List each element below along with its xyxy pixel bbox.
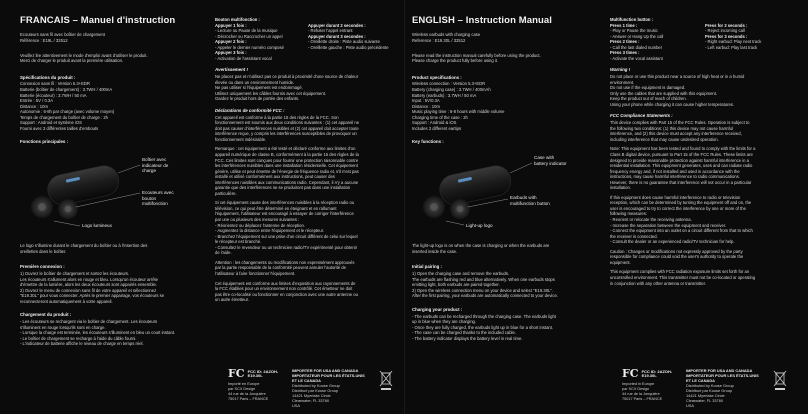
- en-title: ENGLISH – Instruction Manual: [412, 15, 553, 26]
- fcc-line: de l'aide.: [215, 250, 232, 256]
- fcc-line: génère, utilise et peut émettre de l'énergie de fréquence radio et, s'il n'est pas: [215, 168, 359, 174]
- spec-item: Batterie (boîtier de chargement) : 3.7WH / 400mA: [20, 86, 113, 92]
- en-column-right: [610, 17, 794, 290]
- fcc-line: un autre émetteur.: [215, 297, 249, 303]
- charge-line: up in blue when they are charging.: [412, 319, 477, 325]
- fcc-line: the receiver is connected.: [610, 233, 658, 239]
- fcc-line: Note: This equipment has been tested and found to comply with the limits for a: [610, 146, 756, 152]
- first-line: 1) Open the charging case and remove the earbuds.: [412, 271, 510, 277]
- callout-line: bouton multifonction: [142, 195, 168, 207]
- importer-line: IMPORTER FOR USA AND CANADA: [686, 368, 753, 373]
- multi-item: - Appeler le dernier numéro composé: [215, 44, 284, 50]
- importer-line: IMPORTATEUR POUR LES ÉTATS-UNIS: [686, 373, 759, 378]
- warn-line: Only use the cables that are supplied with this equipment.: [610, 90, 718, 96]
- first-line: d'émettre de la lumière, alors les deux écouteurs sont appairés ensemble.: [20, 282, 157, 288]
- fr-specs-title: Spécifications du produit :: [20, 74, 76, 80]
- en-warn-title: Warning !: [610, 67, 631, 73]
- fcc-logo: [228, 368, 286, 379]
- fr-multi-right: [308, 17, 395, 61]
- fcc-line: designed to provide reasonable protection against harmful interference in a: [610, 157, 749, 163]
- fr-fcc-p3: [215, 200, 395, 255]
- charge-line: - Once they are fully charged, the earbuds light up in blue for a short instant.: [412, 324, 554, 330]
- importer-line: Distribué par Koose Group: [686, 388, 733, 393]
- fcc-line: in conjunction with any other antenna or transmitter.: [610, 280, 706, 286]
- spec-item: Music playing time : 6-8 hours with middle volume: [412, 109, 505, 115]
- importer-line: 14421 Myerlake Circle: [686, 393, 725, 398]
- en-specs-title: Product specifications :: [412, 74, 462, 80]
- multi-item: Press for 3 seconds :: [705, 33, 748, 39]
- warn-line: Do not place or use this product near a source of high heat or in a humid: [610, 74, 745, 80]
- importer-line: 14421 Myerlake Circle: [292, 393, 331, 398]
- spec-item: Connexion sans fil : Version 5.3+EDR: [20, 81, 90, 87]
- fr-charge-title: Chargement du produit :: [20, 312, 72, 318]
- importer-line: 44 rue de la Jonquière: [228, 392, 266, 396]
- en-intro: [412, 32, 597, 43]
- callout-line: Case with: [534, 155, 555, 161]
- fcc-line: interference, and (2) this device must accept any interference received,: [610, 131, 742, 137]
- fr-intro2: [20, 53, 195, 64]
- multi-item: - Left earbud: Play last track: [705, 44, 758, 50]
- fr-column-right: [215, 17, 395, 307]
- fr-footer: [228, 368, 393, 408]
- fcc-logo: [622, 368, 680, 379]
- importer-line: ET LE CANADA: [292, 378, 321, 383]
- multi-item: - Décrocher ou Raccrocher un appel: [215, 33, 283, 39]
- page-divider: [404, 0, 405, 414]
- warn-line: élevée ou dans un environnement humide.: [215, 79, 295, 85]
- spec-item: Batterie (écouteur) : 3.7WH / 50 mA: [20, 92, 87, 98]
- warn-line: Ne placez pas et n'utilisez pas ce produit à proximité d'une source de chaleur: [215, 74, 359, 80]
- fcc-line: - Augmentez la distance entre l'équipement et le récepteur.: [215, 228, 325, 234]
- importer-line: 75017 Paris – FRANCE: [228, 397, 269, 401]
- spec-item: Battery (earbuds) : 3.7WH / 50 mA: [412, 92, 477, 98]
- callout-line: Earbuds with: [510, 195, 537, 201]
- case-body: [437, 163, 514, 207]
- multi-item: - Activate the vocal assistant: [610, 55, 663, 61]
- weee-bin-icon: [773, 368, 787, 392]
- fr-intro: [20, 32, 195, 43]
- callout-line: battery indicator: [534, 160, 567, 166]
- warn-line: Utilisez uniquement les câbles fournis avec cet équipement.: [215, 90, 327, 96]
- multi-item: Press for 2 seconds :: [705, 22, 748, 28]
- warn-line: Do not use if the equipment is damaged.: [610, 85, 686, 91]
- multi-item: Press 2 times :: [610, 39, 640, 45]
- fcc-id: FCC ID: 2AZOH-E19.30L: [247, 368, 279, 378]
- fcc-line: FCC. Ces limites sont conçues pour fournir une protection raisonnable contre: [215, 157, 359, 163]
- fcc-line: This device complies with Part 15 of the FCC Rules. Operation is subject to: [610, 120, 750, 126]
- multi-item: Appuyer 1 fois :: [215, 22, 247, 28]
- fr-recycle-icons: [379, 368, 393, 392]
- fcc-line: garantie que des interférences ne se produiront pas dans une installation: [215, 185, 351, 191]
- note-line: oreillettes dans le boîtier.: [20, 248, 67, 254]
- fcc-line: responsible for compliance could void the user's authority to operate the: [610, 254, 744, 260]
- fr-multifunction: [215, 17, 395, 61]
- en-warn-list: [610, 74, 794, 107]
- en-importer-us: [686, 368, 759, 408]
- fcc-line: Remarque : cet équipement a été testé et déclaré conforme aux limites d'un: [215, 146, 356, 152]
- fcc-line: Attention : les changements ou modifications non expressément approuvés: [215, 259, 355, 265]
- en-fcc-p1: [610, 120, 794, 142]
- spec-item: Fourni avec 3 différentes tailles d'embouts: [20, 125, 99, 131]
- fcc-line: le récepteur est branché.: [215, 239, 262, 245]
- fr-logo-note: [20, 243, 195, 254]
- spec-item: Charging time of the case : 2h: [412, 114, 468, 120]
- fr-intro2-line: Merci de charger le produit avant la première utilisation.: [20, 58, 124, 64]
- fr-callout-case: [142, 157, 168, 174]
- spec-item: Input : 5V/0.3A: [412, 98, 440, 104]
- importer-line: IMPORTER FOR USA AND CANADA: [292, 368, 359, 373]
- en-multi-right: [705, 17, 794, 61]
- weee-bin-icon: [379, 368, 393, 392]
- callout-line: charge: [142, 168, 157, 174]
- charge-line: - The earbuds can be recharged through the charging case. The earbuds light: [412, 313, 556, 319]
- warn-line: Ne pas utiliser si l'équipement est endommagé.: [215, 85, 303, 91]
- fr-fcc-p1: [215, 115, 395, 143]
- importer-line: par SCX Design: [622, 387, 650, 391]
- en-fcc-block: [622, 368, 680, 402]
- en-intro-line: Wireless earbuds with charging case: [412, 32, 481, 38]
- en-func-title: Key functions :: [412, 139, 444, 145]
- fr-importer-eu: [228, 382, 286, 402]
- fr-specs-list: [20, 81, 195, 131]
- first-line: emitting light, both earbuds are paired together.: [412, 282, 500, 288]
- fcc-line: Class B digital device, pursuant to Part 15 of the FCC Rules. These limits are: [610, 152, 753, 158]
- warn-line: environment.: [610, 79, 635, 85]
- fcc-line: Cet équipement est conforme aux limites d'exposition aux rayonnements de: [215, 280, 356, 286]
- en-footer: [622, 368, 787, 408]
- fr-intro-line: Référence : E19L / 32512: [20, 37, 68, 43]
- fr-multi-title: Bouton multifonction :: [215, 17, 260, 22]
- fcc-line: télévision, ce qui peut être déterminé en éteignant et en rallumant: [215, 205, 337, 211]
- multi-item: Press 1 time :: [610, 22, 638, 28]
- spec-item: Support : Android & iOS: [412, 120, 457, 126]
- en-multifunction: [610, 17, 794, 61]
- fr-charge-list: [20, 319, 195, 347]
- fcc-line: - Connect the equipment into an outlet on a circuit different from that to which: [610, 228, 753, 234]
- callout-line: indicateur de: [142, 162, 169, 168]
- en-callout-logo: Light-up logo: [466, 223, 493, 229]
- fcc-line: However, there is no guarantee that interference will not occur in a particular: [610, 179, 752, 185]
- fcc-logo-mark: FC: [622, 367, 639, 380]
- en-charge-list: [412, 314, 597, 342]
- fcc-line: instructions, may cause harmful interference to radio communications.: [610, 174, 740, 180]
- importer-line: 75017 Paris – FRANCE: [622, 397, 663, 401]
- charge-line: - The case can be charged thanks to the included cable.: [412, 330, 516, 336]
- en-charge-title: Charging your product :: [412, 306, 463, 312]
- warn-line: Gardez le produit hors de portée des enfants.: [215, 96, 300, 102]
- spec-item: Support : Android et système iOS: [20, 120, 82, 126]
- spec-item: Includes 3 different eartips: [412, 125, 462, 131]
- en-specs-list: [412, 81, 597, 131]
- fr-first-list: [20, 271, 195, 304]
- multi-item: - Play or Pause the music: [610, 28, 658, 34]
- charge-line: - Lorsque la charge est terminée, les écouteurs s'illuminent en bleu un court instant.: [20, 330, 176, 336]
- first-line: 1) Ouvrez le boîtier de chargement et sortez les écouteurs.: [20, 271, 130, 277]
- en-intro2-line: Please charge the product fully before using it.: [412, 58, 499, 64]
- fr-warn-title: Avertissement !: [215, 67, 248, 73]
- fcc-line: user is encouraged to try to correct the interference by one or more of the: [610, 205, 746, 211]
- fr-multi-left: [215, 17, 302, 61]
- multi-item: Appuyer durant 3 secondes :: [308, 33, 366, 39]
- fr-importer-us: [292, 368, 365, 408]
- fcc-line: This equipment complies with FCC radiation exposure limits set forth for an: [610, 269, 750, 275]
- importer-line: par SCX Design: [228, 387, 256, 391]
- importer-line: ET LE CANADA: [686, 378, 715, 383]
- fcc-line: par une ou plusieurs des mesures suivantes :: [215, 217, 300, 223]
- fcc-line: interférences nuisibles aux communications radio. Cependant, il n'y a aucune: [215, 179, 359, 185]
- first-line: The earbuds are flashing red and blue alternatively. When one earbuds stops: [412, 276, 555, 282]
- en-first-title: Initial pairing :: [412, 264, 443, 270]
- fr-title: FRANCAIS – Manuel d'instruction: [20, 15, 176, 26]
- fr-column-left: [20, 0, 195, 347]
- fcc-line: interférence reçue, y compris les interférences susceptibles de provoquer un: [215, 131, 357, 137]
- fcc-line: - Increase the separation between the equipment and receiver.: [610, 222, 727, 228]
- importer-line: Clearwater, FL 33760: [292, 398, 330, 403]
- callout-line: Boîtier avec: [142, 157, 167, 163]
- charge-line: s'illuminent en rouge lorsqu'ils sont en charge.: [20, 324, 106, 330]
- multi-item: Appuyer 3 fois :: [215, 50, 247, 56]
- warn-line: Keep the product out of reach of children.: [610, 96, 687, 102]
- first-line: 2) Open the wireless connection menu on your device and select "E19.30L".: [412, 287, 554, 293]
- spec-item: Battery (charging case) : 3.7WH / 400mAh: [412, 86, 491, 92]
- fr-fcc-p2: [215, 146, 395, 196]
- fcc-line: installation.: [610, 185, 631, 191]
- fr-func-title: Fonctions principales :: [20, 139, 69, 145]
- fcc-line: pas être co-localisé ou fonctionner en conjonction avec une autre antenne ou: [215, 291, 358, 297]
- fr-intro-line: Ecouteurs sans fil avec boîtier de chargement: [20, 32, 105, 38]
- en-column-left: [412, 0, 597, 341]
- en-intro2: [412, 53, 597, 64]
- en-fcc-p2: [610, 146, 794, 190]
- first-line: After the first pairing, your earbuds are automatically connected to your device.: [412, 293, 558, 299]
- fcc-line: including interference that may cause undesired operation.: [610, 136, 719, 142]
- en-logo-note: [412, 243, 597, 254]
- note-line: inserted inside the case.: [412, 248, 458, 254]
- en-intro2-line: Please read the instruction manual carefully before using the product.: [412, 52, 541, 58]
- importer-line: 44 rue de la Jonquière: [622, 392, 660, 396]
- importer-line: Clearwater, FL 33760: [686, 398, 724, 403]
- fr-product-figure: [20, 149, 175, 231]
- fcc-line: residential installation. This equipment generates, uses and can radiate radio: [610, 163, 753, 169]
- multi-item: - Refuser l'appel entrant: [308, 28, 353, 34]
- multi-item: - Right earbud: Play next track: [705, 39, 762, 45]
- fcc-line: particulière.: [215, 190, 237, 196]
- fr-first-title: Première connexion :: [20, 264, 65, 270]
- multi-item: - Oreillette gauche : Piste audio précédente: [308, 44, 389, 50]
- fcc-line: reception, which can be determined by turning the equipment off and on, the: [610, 200, 752, 206]
- en-multi-title: Multifunction button :: [610, 17, 654, 22]
- en-fcc-p3: [610, 195, 794, 245]
- charge-line: - Le boîtier de chargement se recharge à l'aide du câble fourni.: [20, 335, 137, 341]
- first-line: Les écouteurs s'allument alors en rouge et bleu. Lorsqu'un écouteur arrête: [20, 276, 159, 282]
- fcc-id: FCC ID: 2AZOH-E19.30L: [641, 368, 673, 378]
- fr-fcc-p5: [215, 281, 395, 303]
- note-line: Le logo s'illumine durant le chargement du boîtier ou à l'insertion des: [20, 243, 148, 249]
- en-fcc-p4: [610, 249, 794, 266]
- warn-line: Using your phone while charging it can cause higher temperatures.: [610, 101, 735, 107]
- multi-item: - Reject incoming call: [705, 28, 745, 34]
- spec-item: Autonomie : 6-8h par charge (avec volume moyen): [20, 109, 115, 115]
- importer-line: Distributed by Koose Group: [686, 383, 734, 388]
- fr-callout-buds: [142, 190, 175, 207]
- fcc-line: fonctionnement indésirable.: [215, 136, 267, 142]
- fcc-logo-mark: FC: [228, 367, 245, 380]
- fr-warn-list: [215, 74, 395, 102]
- importer-line: Distributed by Koose Group: [292, 383, 340, 388]
- fcc-line: l'utilisateur à faire fonctionner l'équipement.: [215, 270, 296, 276]
- first-line: "E19.30L" pour vous connecter. Après le premier appairage, vos écouteurs se: [20, 293, 165, 299]
- multi-item: - Oreillette droite : Piste audio suivante: [308, 39, 380, 45]
- multi-item: - Answer or Hang Up the call: [610, 33, 664, 39]
- fcc-line: Caution : Changes or modifications not expressly approved by the party: [610, 248, 743, 254]
- fcc-line: par la partie responsable de la conformité peuvent annuler l'autorité de: [215, 265, 346, 271]
- fcc-line: les interférences nuisibles dans une installation résidentielle. Cet équipement: [215, 163, 358, 169]
- charge-line: - L'indicateur de batterie affiche le niveau de charge en temps réel.: [20, 341, 144, 347]
- fr-fcc-block: [228, 368, 286, 402]
- en-callout-buds: [510, 195, 550, 206]
- charge-line: - Les écouteurs se rechargent via le boîtier de chargement. Les écouteurs: [20, 319, 158, 325]
- fcc-line: - Branchez l'équipement sur une prise d'un circuit différent de celui sur lequel: [215, 233, 358, 239]
- fcc-line: - Consult the dealer or an experienced radio/TV technician for help.: [610, 239, 735, 245]
- fcc-line: appareil numérique de classe B, conformément à la partie 15 des règles de la: [215, 152, 359, 158]
- fcc-line: doit pas causer d'interférences nuisibles et (2) cet appareil doit accepter toute: [215, 125, 359, 131]
- fcc-line: - Consultez le revendeur ou un technicien radio/TV expérimenté pour obtenir: [215, 244, 357, 250]
- multi-item: - Lecture ou Pause de la musique: [215, 28, 278, 34]
- importer-line: Importé en Europe: [228, 382, 260, 386]
- en-product-figure: [412, 149, 567, 231]
- en-fcc-title: FCC Compliance Statements :: [610, 113, 673, 119]
- en-first-list: [412, 271, 597, 299]
- en-fcc-p5: [610, 269, 794, 286]
- spec-item: Wireless connection : Version 5.3+EDR: [412, 81, 486, 87]
- spec-item: Temps de chargement du boîtier de charge : 2h: [20, 114, 108, 120]
- fcc-line: equipment.: [610, 259, 631, 265]
- spec-item: Distance : 10m: [20, 103, 48, 109]
- en-multi-left: [610, 17, 699, 61]
- fcc-line: the following two conditions: (1) this device may not cause harmful: [610, 125, 733, 131]
- multi-item: Appuyer durant 2 secondes :: [308, 22, 366, 28]
- callout-line: Ecouteurs avec: [142, 190, 174, 196]
- fcc-line: uncontrolled environment. This transmitter must not be co-located or operating: [610, 274, 756, 280]
- callout-line: multifunction button: [510, 200, 550, 206]
- case-body: [45, 163, 122, 207]
- importer-line: Distribué par Koose Group: [292, 388, 339, 393]
- en-importer-eu: [622, 382, 680, 402]
- charge-line: - The battery indicator displays the battery level in real time.: [412, 335, 523, 341]
- spec-item: Entrée : 5V / 0.3A: [20, 98, 54, 104]
- en-recycle-icons: [773, 368, 787, 392]
- fr-fcc-title: Déclarations de conformité FCC :: [215, 107, 285, 113]
- fcc-line: - Reorient or relocate the receiving antenna.: [610, 217, 692, 223]
- first-line: reconnecteront automatiquement à votre appareil.: [20, 298, 113, 304]
- en-callout-case: [534, 155, 567, 166]
- fr-callout-logo: Logo lumineux: [82, 223, 112, 229]
- multi-item: - Call the last dialed number: [610, 44, 663, 50]
- first-line: 2) Ouvrez le menu de connexion sans fil de votre appareil et sélectionnez: [20, 287, 157, 293]
- fr-fcc-p4: [215, 260, 395, 277]
- en-intro-line: Reference : E19.30L / 32512: [412, 37, 466, 43]
- importer-line: USA: [292, 403, 300, 408]
- fcc-line: following measures:: [610, 211, 648, 217]
- importer-line: Imported in Europe: [622, 382, 655, 386]
- multi-item: - Activation de l'assistant vocal: [215, 55, 272, 61]
- fcc-line: Si cet équipement cause des interférences nuisibles à la réception radio ou: [215, 200, 355, 206]
- fcc-line: installé et utilisé conformément aux instructions, peut causer des: [215, 174, 335, 180]
- multi-item: Press 3 times :: [610, 50, 640, 56]
- spec-item: Distance : 10m: [412, 103, 440, 109]
- fcc-line: fonctionnement est soumis aux deux conditions suivantes : (1) cet appareil ne: [215, 120, 360, 126]
- fcc-line: - Réorientez ou déplacez l'antenne de réception.: [215, 222, 305, 228]
- multi-item: Appuyer 2 fois :: [215, 39, 247, 45]
- fcc-line: la FCC établies pour un environnement non contrôlé. Cet émetteur ne doit: [215, 286, 353, 292]
- fr-intro2-line: Veuillez lire attentivement le mode d'emploi avant d'utiliser le produit.: [20, 52, 148, 58]
- fcc-line: If this equipment does cause harmful interference to radio or television: [610, 194, 741, 200]
- importer-line: IMPORTATEUR POUR LES ÉTATS-UNIS: [292, 373, 365, 378]
- fcc-line: l'équipement, l'utilisateur est encouragé à essayer de corriger l'interférence: [215, 211, 354, 217]
- fcc-line: Cet appareil est conforme à la partie 15 des règles de la FCC. Son: [215, 114, 339, 120]
- note-line: The light-up logo is on when the case is charging or when the earbuds are: [412, 243, 550, 249]
- fcc-line: frequency energy and, if not installed and used in accordance with the: [610, 168, 740, 174]
- importer-line: USA: [686, 403, 694, 408]
